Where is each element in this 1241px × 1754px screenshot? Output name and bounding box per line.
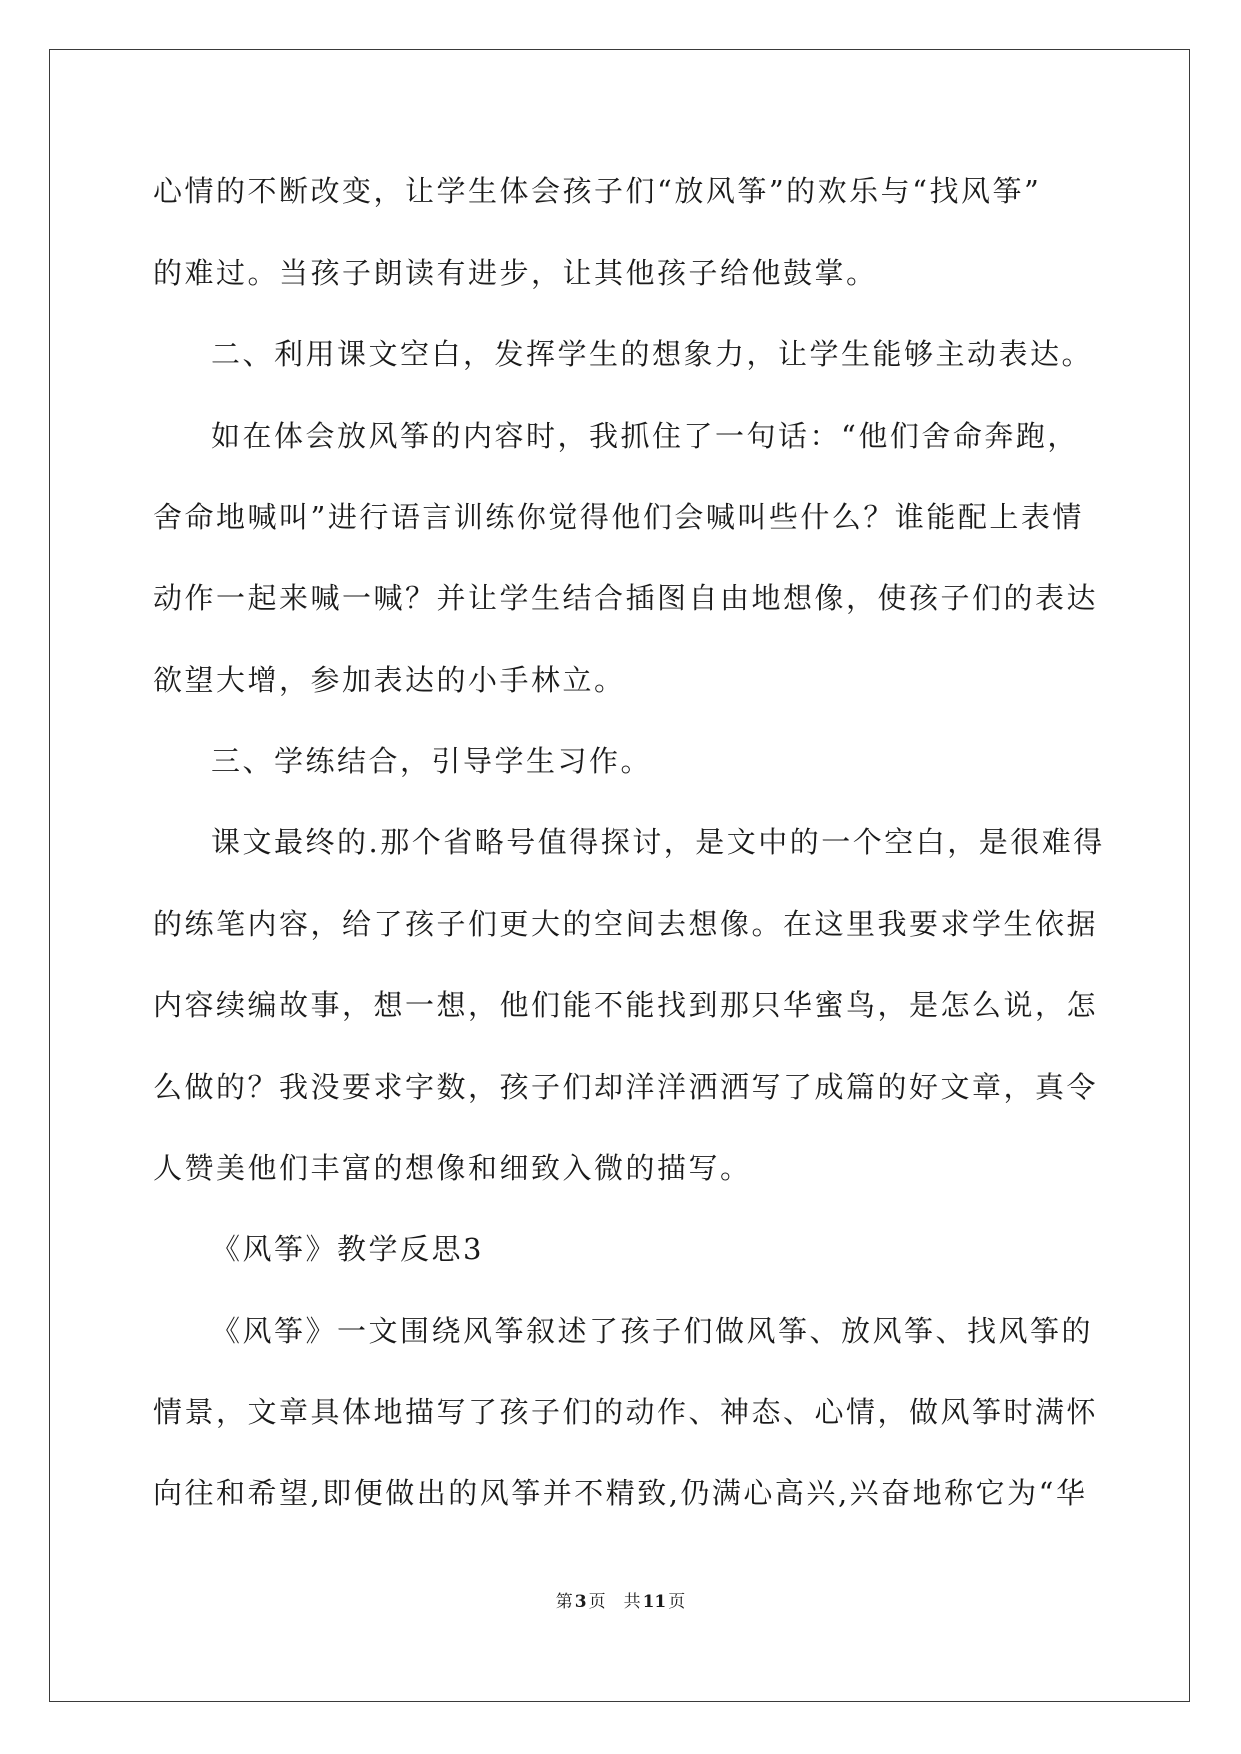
text-line: 么做的？我没要求字数，孩子们却洋洋洒洒写了成篇的好文章，真令 (153, 1070, 1099, 1104)
page-number: 3 (574, 1592, 587, 1612)
section-heading: 二、利用课文空白，发挥学生的想象力，让学生能够主动表达。 (211, 337, 1094, 371)
article-title: 《风筝》教学反思3 (211, 1232, 484, 1266)
text-line: 人赞美他们丰富的想像和细致入微的描写。 (153, 1151, 752, 1185)
text-line: 的练笔内容，给了孩子们更大的空间去想像。在这里我要求学生依据 (153, 907, 1099, 941)
text-line: 动作一起来喊一喊？并让学生结合插图自由地想像，使孩子们的表达 (153, 581, 1099, 615)
text-line: 如在体会放风筝的内容时，我抓住了一句话：“他们舍命奔跑， (211, 419, 1079, 453)
page-prefix: 第 (555, 1592, 573, 1612)
total-suffix: 页 (668, 1592, 686, 1612)
text-line: 课文最终的.那个省略号值得探讨，是文中的一个空白，是很难得 (211, 825, 1105, 859)
text-line: 《风筝》一文围绕风筝叙述了孩子们做风筝、放风筝、找风筝的 (211, 1314, 1094, 1348)
total-prefix: 共 (623, 1592, 641, 1612)
text-line: 欲望大增，参加表达的小手林立。 (153, 663, 626, 697)
text-line: 向往和希望,即便做出的风筝并不精致,仍满心高兴,兴奋地称它为“华 (153, 1476, 1088, 1510)
text-line: 舍命地喊叫”进行语言训练你觉得他们会喊叫些什么？谁能配上表情 (153, 500, 1084, 534)
text-line: 心情的不断改变，让学生体会孩子们“放风筝”的欢乐与“找风筝” (153, 174, 1042, 208)
page-border (49, 49, 1190, 1702)
section-heading: 三、学练结合，引导学生习作。 (211, 744, 653, 778)
page-footer (0, 1590, 1241, 1614)
text-line: 的难过。当孩子朗读有进步，让其他孩子给他鼓掌。 (153, 256, 878, 290)
total-pages: 11 (642, 1592, 667, 1612)
text-line: 情景，文章具体地描写了孩子们的动作、神态、心情，做风筝时满怀 (153, 1395, 1099, 1429)
page-suffix: 页 (588, 1592, 606, 1612)
text-line: 内容续编故事，想一想，他们能不能找到那只华蜜鸟，是怎么说，怎 (153, 988, 1099, 1022)
